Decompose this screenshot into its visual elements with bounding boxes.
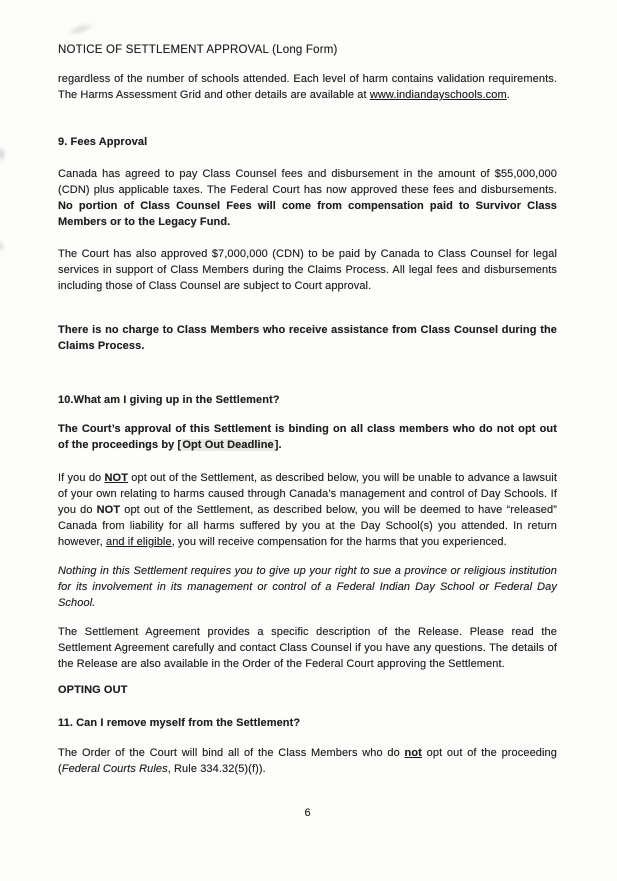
sue-rights-paragraph: Nothing in this Settlement requires you to give up your right to sue a province or religious institution for its involvement in its management or control of a Federal Indian Day School or Federal Day School. [58,565,557,609]
not-emphasis: NOT [96,504,121,516]
binding-text: The Court’s approval of this Settlement is binding on all class members who do not opt out of the proceedings by [ [58,423,557,451]
order-text: opt out of the proceeding ( [58,747,557,775]
intro-text: regardless of the number of schools attended. Each level of harm contains validation requirements. The Harms Assessment Grid and other details are available at [58,73,557,101]
order-text-end: , Rule 334.32(5)(f)). [167,763,266,775]
opt-out-deadline-placeholder: Opt Out Deadline [182,439,274,451]
section-9-heading: 9. Fees Approval [58,136,148,148]
fees-paragraph-1 [58,166,557,230]
court-order-paragraph [58,745,557,777]
not-emphasis-underlined: NOT [104,472,129,484]
opt-out-consequences-paragraph [58,470,557,550]
release-description-paragraph: The Settlement Agreement provides a specific description of the Release. Please read the Settlement Agreement carefully and contact Class Counsel if you have any questions. The details of the Release are also available in the Order of the Federal Court approving the Settlement. [58,626,557,670]
fees-paragraph-2: The Court has also approved $7,000,000 (CDN) to be paid by Canada to Class Counsel for legal services in support of Class Members during the Claims Process. All legal fees and disbursements including those of Class Counsel are subject to Court approval. [58,248,557,292]
scan-artifact [65,20,97,39]
optout-text: opt out of the Settlement, as described below, you will be deemed to have “released” Canada from liability for all harms suffered by you at the Day School(s) you attended. In return however, [58,504,557,548]
opting-out-section-label: OPTING OUT [58,684,128,696]
optout-text: opt out of the Settlement, as described below, you will be unable to advance a lawsuit of your own relating to harms caused through Canada’s management and control of Day Schools. If you do [58,472,557,516]
scan-artifact [0,240,5,253]
order-text: The Order of the Court will bind all of the Class Members who do [58,747,405,759]
no-charge-paragraph: There is no charge to Class Members who receive assistance from Class Counsel during the Claims Process. [58,324,557,352]
intro-text-end: . [506,89,510,101]
intro-paragraph [58,71,557,103]
section-11-heading: 11. Can I remove myself from the Settlement? [58,717,301,729]
document-title: NOTICE OF SETTLEMENT APPROVAL (Long Form) [58,44,338,56]
not-emphasis-underlined: not [404,747,422,759]
fees-p1-text: Canada has agreed to pay Class Counsel fees and disbursement in the amount of $55,000,000 (CDN) plus applicable taxes. The Federal Court has now approved these fees and disbursements. [58,168,557,196]
page-number: 6 [304,807,311,819]
scan-artifact [0,146,6,162]
fees-p1-bold-text: No portion of Class Counsel Fees will come from compensation paid to Survivor Class Members or to the Legacy Fund. [58,200,557,228]
if-eligible-underlined: and if eligible [105,536,172,548]
indiandayschools-link[interactable]: www.indiandayschools.com [369,89,507,101]
binding-text-end: ]. [274,439,282,451]
optout-text: If you do [58,472,105,484]
federal-courts-rules-italic: Federal Courts Rules [61,763,168,775]
section-10-heading: 10.What am I giving up in the Settlement? [58,394,280,406]
optout-text-end: , you will receive compensation for the harms that you experienced. [171,536,507,548]
binding-paragraph [58,421,557,453]
